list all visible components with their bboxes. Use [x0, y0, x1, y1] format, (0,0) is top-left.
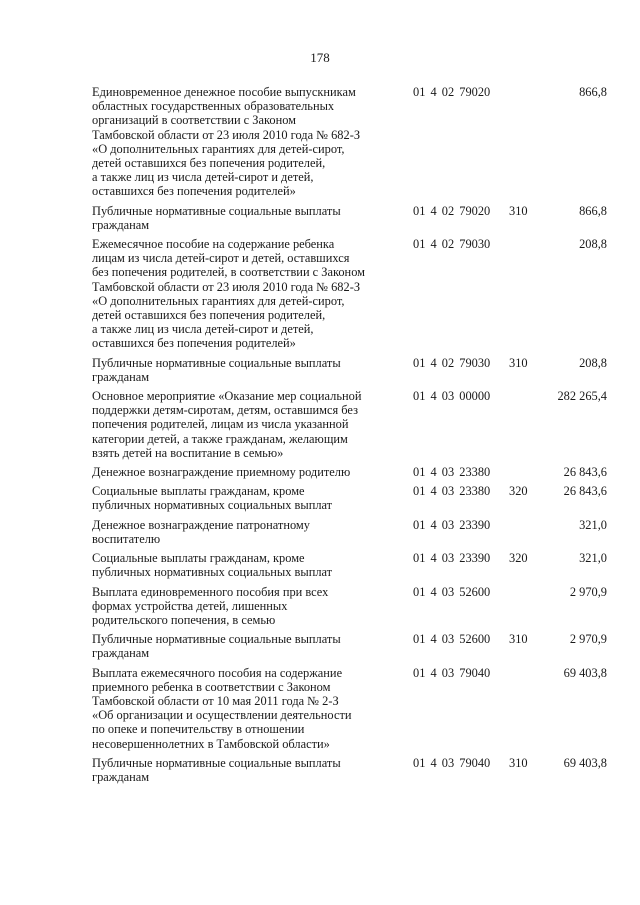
- description-line: родительского попечения, в семью: [92, 612, 276, 627]
- description-line: Публичные нормативные социальные выплаты: [92, 755, 341, 770]
- description-line: несовершеннолетних в Тамбовской области»: [92, 736, 330, 751]
- description-line: публичных нормативных социальных выплат: [92, 565, 333, 580]
- amount: 208,8: [579, 355, 607, 370]
- description-line: оставшихся без попечения родителей»: [92, 184, 296, 199]
- budget-code: 01 4 03 52600: [413, 584, 491, 599]
- table-row: [0, 356, 640, 384]
- description-line: «О дополнительных гарантиях для детей-сирот,: [92, 293, 345, 308]
- amount: 69 403,8: [563, 755, 607, 770]
- description-line: Выплата единовременного пособия при всех: [92, 584, 329, 599]
- description-line: Публичные нормативные социальные выплаты: [92, 632, 341, 647]
- expense-type-code: 310: [509, 632, 528, 647]
- table-row: [0, 85, 640, 199]
- description-line: детей оставшихся без попечения родителей,: [92, 308, 326, 323]
- description-line: приемного ребенка в соответствии с Законом: [92, 679, 331, 694]
- row-description: [92, 666, 392, 751]
- expense-type-code: 310: [509, 755, 528, 770]
- description-line: категории детей, а также гражданам, желающим: [92, 431, 348, 446]
- budget-table: [0, 85, 640, 789]
- description-line: Денежное вознаграждение патронатному: [92, 517, 310, 532]
- description-line: без попечения родителей, в соответствии с Законом: [92, 265, 365, 280]
- description-line: формах устройства детей, лишенных: [92, 598, 288, 613]
- amount: 26 843,6: [563, 484, 607, 499]
- budget-code: 01 4 02 79030: [413, 355, 491, 370]
- description-line: гражданам: [92, 217, 150, 232]
- description-line: гражданам: [92, 369, 150, 384]
- row-description: [92, 585, 392, 628]
- description-line: гражданам: [92, 646, 150, 661]
- description-line: поддержки детям-сиротам, детям, оставшимся без: [92, 403, 358, 418]
- description-line: Публичные нормативные социальные выплаты: [92, 355, 341, 370]
- table-row: [0, 389, 640, 460]
- description-line: Социальные выплаты гражданам, кроме: [92, 484, 305, 499]
- row-description: [92, 356, 392, 384]
- row-description: [92, 85, 392, 199]
- row-description: [92, 518, 392, 546]
- description-line: Тамбовской области от 23 июля 2010 года № 682-З: [92, 127, 361, 142]
- table-row: [0, 551, 640, 579]
- row-description: [92, 237, 392, 351]
- row-description: [92, 632, 392, 660]
- row-description: [92, 484, 392, 512]
- description-line: а также лиц из числа детей-сирот и детей,: [92, 322, 314, 337]
- amount: 321,0: [579, 517, 607, 532]
- description-line: попечения родителей, лицам из числа указанной: [92, 417, 349, 432]
- amount: 208,8: [579, 237, 607, 252]
- description-line: Ежемесячное пособие на содержание ребенка: [92, 237, 335, 252]
- row-description: [92, 551, 392, 579]
- description-line: организаций в соответствии с Законом: [92, 113, 296, 128]
- amount: 69 403,8: [563, 665, 607, 680]
- description-line: оставшихся без попечения родителей»: [92, 336, 296, 351]
- table-row: [0, 237, 640, 351]
- page-number: 178: [310, 50, 330, 65]
- table-row: [0, 204, 640, 232]
- description-line: Основное мероприятие «Оказание мер социальной: [92, 389, 362, 404]
- row-description: [92, 756, 392, 784]
- budget-code: 01 4 03 23390: [413, 517, 491, 532]
- amount: 26 843,6: [563, 465, 607, 480]
- table-row: [0, 632, 640, 660]
- description-line: Денежное вознаграждение приемному родителю: [92, 465, 351, 480]
- description-line: Выплата ежемесячного пособия на содержание: [92, 665, 343, 680]
- description-line: Тамбовской области от 23 июля 2010 года № 682-З: [92, 279, 361, 294]
- expense-type-code: 320: [509, 551, 528, 566]
- table-row: [0, 518, 640, 546]
- row-description: [92, 465, 392, 479]
- description-line: детей оставшихся без попечения родителей,: [92, 156, 326, 171]
- description-line: «О дополнительных гарантиях для детей-сирот,: [92, 141, 345, 156]
- table-row: [0, 756, 640, 784]
- amount: 866,8: [579, 85, 607, 99]
- description-line: областных государственных образовательных: [92, 99, 335, 114]
- table-row: [0, 484, 640, 512]
- amount: 321,0: [579, 551, 607, 566]
- table-row: [0, 465, 640, 479]
- description-line: публичных нормативных социальных выплат: [92, 498, 333, 513]
- amount: 866,8: [579, 203, 607, 218]
- expense-type-code: 320: [509, 484, 528, 499]
- table-row: [0, 666, 640, 751]
- expense-type-code: 310: [509, 355, 528, 370]
- description-line: «Об организации и осуществлении деятельности: [92, 708, 352, 723]
- budget-code: 01 4 03 79040: [413, 755, 491, 770]
- description-line: Тамбовской области от 10 мая 2011 года № 2-З: [92, 693, 339, 708]
- description-line: а также лиц из числа детей-сирот и детей,: [92, 170, 314, 185]
- row-description: [92, 204, 392, 232]
- expense-type-code: 310: [509, 203, 528, 218]
- table-row: [0, 585, 640, 628]
- budget-code: 01 4 02 79030: [413, 237, 491, 252]
- description-line: гражданам: [92, 769, 150, 784]
- description-line: Публичные нормативные социальные выплаты: [92, 203, 341, 218]
- description-line: Единовременное денежное пособие выпускникам: [92, 85, 356, 99]
- budget-code: 01 4 03 23380: [413, 465, 491, 480]
- budget-code: 01 4 03 23390: [413, 551, 491, 566]
- row-description: [92, 389, 392, 460]
- budget-code: 01 4 03 00000: [413, 389, 491, 404]
- amount: 2 970,9: [569, 632, 607, 647]
- budget-code: 01 4 02 79020: [413, 85, 491, 99]
- budget-code: 01 4 03 52600: [413, 632, 491, 647]
- description-line: Социальные выплаты гражданам, кроме: [92, 551, 305, 566]
- amount: 2 970,9: [569, 584, 607, 599]
- description-line: воспитателю: [92, 531, 161, 546]
- amount: 282 265,4: [557, 389, 607, 404]
- budget-code: 01 4 03 23380: [413, 484, 491, 499]
- description-line: по опеке и попечительству в отношении: [92, 722, 305, 737]
- budget-code: 01 4 02 79020: [413, 203, 491, 218]
- description-line: лицам из числа детей-сирот и детей, оставшихся: [92, 251, 350, 266]
- budget-code: 01 4 03 79040: [413, 665, 491, 680]
- description-line: взять детей на воспитание в семью»: [92, 445, 284, 460]
